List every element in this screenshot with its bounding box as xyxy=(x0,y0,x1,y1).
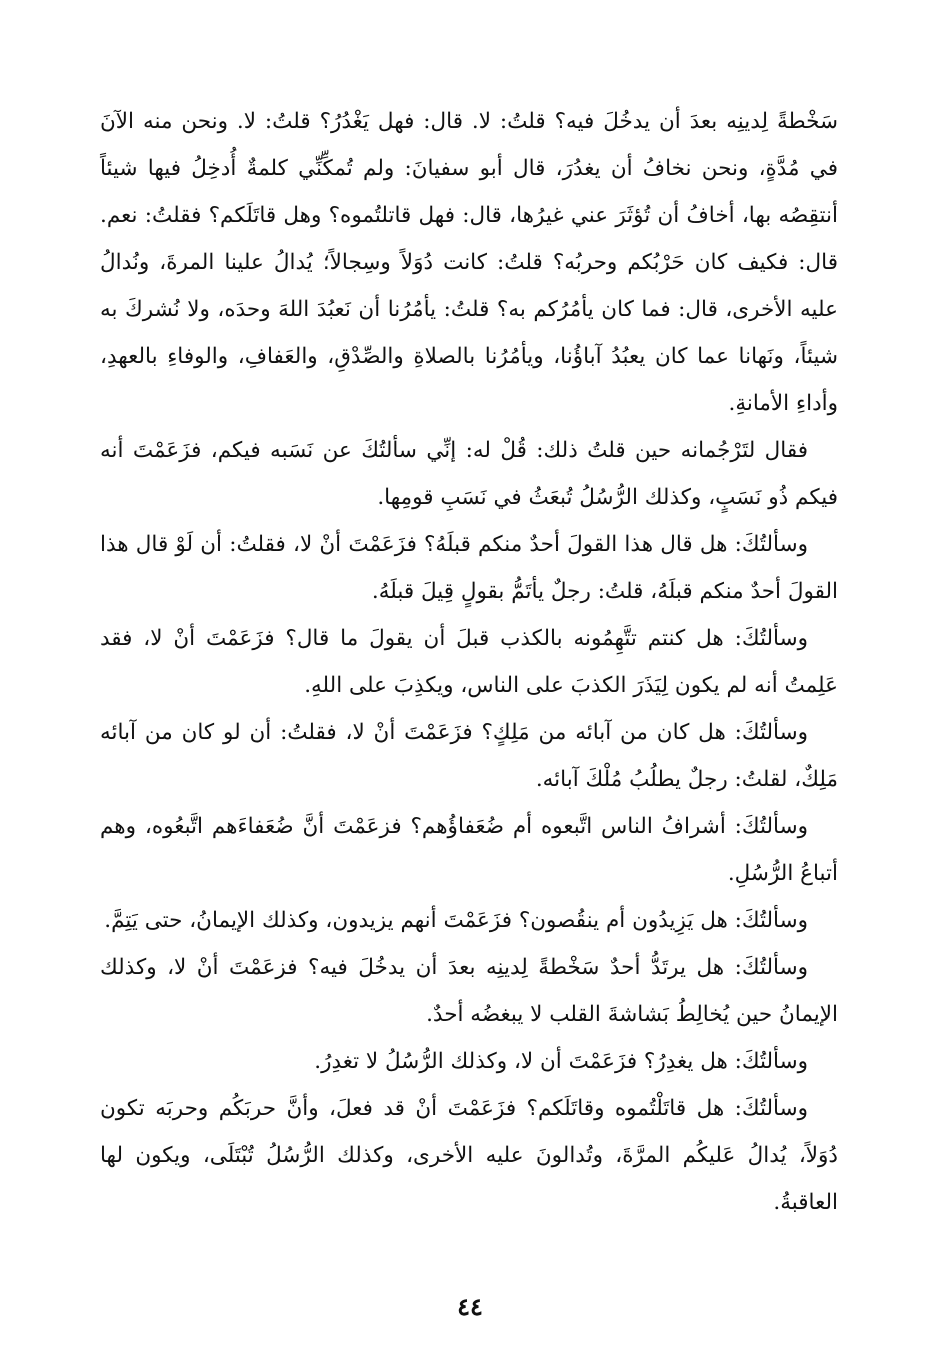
paragraph: وسألتُكَ: أشرافُ الناس اتَّبعوه أم ضُعَفاؤُهم؟ فزعَمْتَ أنَّ ضُعَفاءَهم اتَّبعُوه، وهم أتباعُ الرُّسُلِ. xyxy=(100,814,838,886)
paragraph: سَخْطةً لِدينِه بعدَ أن يدخُلَ فيه؟ قلتُ: لا. قال: فهل يَغْدُرُ؟ قلتُ: لا. ونحن منه الآنَ في مُدَّةٍ، ونحن نخافُ أن يغدُرَ، قال أبو سفيانَ: ولم تُمكِّنِّي كلمةٌ أُدخِلُ فيها شيئاً أنتقِصُه بها، أخافُ أن تُؤثَرَ عني غيرُها، قال: فهل قاتلتُموه؟ وهل قاتَلَكم؟ فقلتُ: نعم. قال: فكيف كان حَرْبُكم وحربُه؟ قلتُ: كانت دُوَلاً وسِجالاً؛ يُدالُ علينا المرةَ، ونُدالُ عليه الأخرى، قال: فما كان يأمُرُكم به؟ قلتُ: يأمُرُنا أن نَعبُدَ اللهَ وحدَه، ولا نُشركَ به شيئاً، ونَهانا عما كان يعبُدُ آباؤُنا، ويأمُرُنا بالصلاةِ والصِّدْقِ، والعَفافِ، والوفاءِ بالعهدِ، وأداءِ الأمانةِ. xyxy=(100,109,839,416)
paragraph: فقال لتَرْجُمانه حين قلتُ ذلك: قُلْ له: إنِّي سألتُكَ عن نَسَبه فيكم، فزَعَمْتَ أنه فيكم ذُو نَسَبٍ، وكذلك الرُّسُلُ تُبعَثُ في نَسَبِ قومِها. xyxy=(100,438,838,510)
paragraph: وسألتُكَ: هل قاتَلْتُموه وقاتَلَكم؟ فزَعَمْتَ أنْ قد فعلَ، وأنَّ حربَكُم وحربَه تكون دُوَلاً، يُدالُ عَليكُم المرَّةَ، وتُدالونَ عليه الأخرى، وكذلك الرُّسُلُ تُبْتَلَى، ويكون لها العاقبةُ. xyxy=(100,1096,838,1215)
body-text xyxy=(100,98,838,1226)
paragraph: وسألتُكَ: هل يرتَدُّ أحدٌ سَخْطةً لِدينِه بعدَ أن يدخُلَ فيه؟ فزعَمْتَ أنْ لا، وكذلك الإيمانُ حين يُخالِطُ بَشاشةَ القلب لا يبغضُه أحدٌ. xyxy=(100,955,838,1027)
paragraph: وسألتُكَ: هل كان من آبائه من مَلِكٍ؟ فزَعَمْتَ أنْ لا، فقلتُ: أن لو كان من آبائه مَلِكٌ، لقلتُ: رجلٌ يطلُبُ مُلْكَ آبائه. xyxy=(100,720,838,792)
paragraph: وسألتُكَ: هل قال هذا القولَ أحدٌ منكم قبلَهُ؟ فزَعَمْتَ أنْ لا، فقلتُ: أن لَوْ قال هذا القولَ أحدٌ منكم قبلَهُ، قلتُ: رجلٌ يأتَمُّ بقولٍ قِيلَ قبلَهُ. xyxy=(100,532,838,604)
paragraph: وسألتُكَ: هل كنتم تتَّهِمُونه بالكذب قبلَ أن يقولَ ما قال؟ فزَعَمْتَ أنْ لا، فقد عَلِمتُ أنه لم يكون لِيَذَرَ الكذبَ على الناس، ويكذِبَ على اللهِ. xyxy=(100,626,838,698)
paragraph: وسألتُكَ: هل يَزِيدُون أم ينقُصون؟ فزَعَمْتَ أنهم يزيدون، وكذلك الإيمانُ، حتى يَتِمَّ. xyxy=(104,908,808,933)
paragraph: وسألتُكَ: هل يغدِرُ؟ فزَعَمْتَ أن لا، وكذلك الرُّسُلُ لا تغدِرُ. xyxy=(314,1049,808,1074)
page-number: ٤٤ xyxy=(457,1292,483,1321)
